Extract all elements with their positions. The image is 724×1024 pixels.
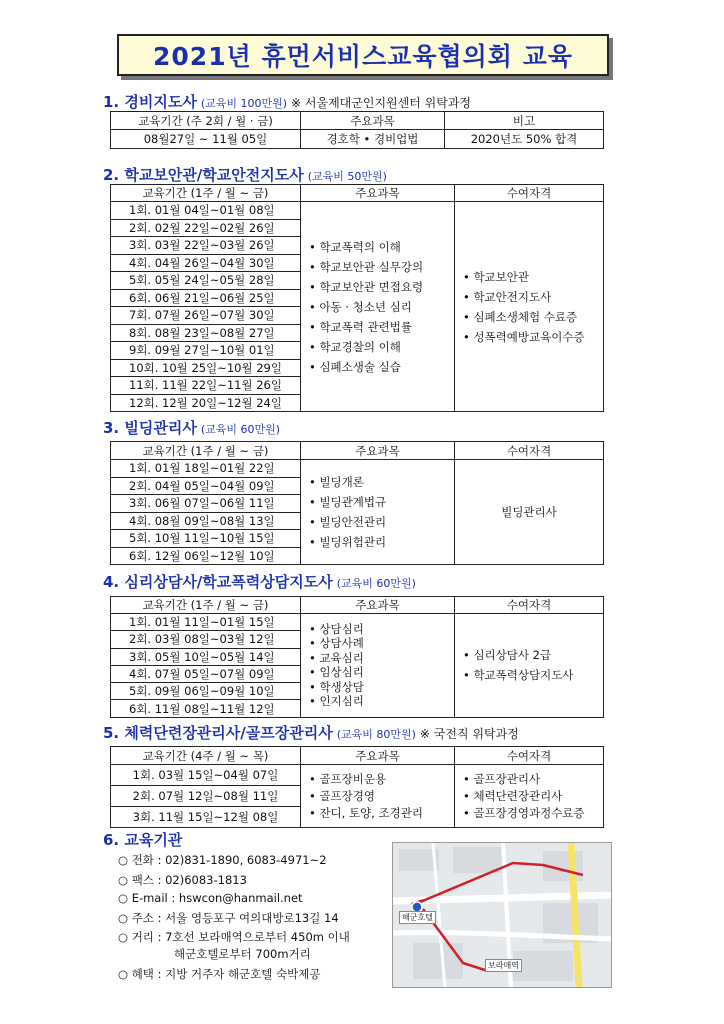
subjects-list: [301, 765, 455, 828]
session-row: 11회. 11월 22일~11월 26일: [111, 377, 301, 395]
session-row: 6회. 12월 06일~12월 10일: [111, 547, 301, 565]
session-row: 3회. 11월 15일~12월 08일: [111, 807, 301, 828]
session-row: 4회. 04월 26일~04월 30일: [111, 254, 301, 272]
distance-info: ○ 거리 : 7호선 보라매역으로부터 450m 이내: [118, 930, 350, 944]
session-row: 3회. 05월 10일~05월 14일: [111, 648, 301, 665]
session-row: 3회. 06월 07일~06월 11일: [111, 495, 301, 513]
session-row: 1회. 01월 11일~01월 15일: [111, 614, 301, 631]
session-row: 1회. 01월 18일~01월 22일: [111, 460, 301, 478]
subjects-list: [301, 202, 455, 412]
subject-item: • 빌딩개론: [309, 475, 364, 489]
fax-info: ○ 팩스 : 02)6083-1813: [118, 873, 247, 887]
header-certs: 수여자격: [455, 597, 604, 614]
header-subjects: 주요과목: [301, 747, 455, 765]
section-3-title: 3. 빌딩관리사: [103, 419, 197, 437]
subjects-list: [301, 614, 455, 718]
page-title: 2021년 휴먼서비스교육협의회 교육: [153, 42, 573, 71]
section-4-heading: [103, 571, 416, 592]
session-row: 5회. 09월 06일~09월 10일: [111, 683, 301, 700]
header-subjects: 주요과목: [301, 442, 455, 460]
benefit-info: ○ 혜택 : 지방 거주자 해군호텔 숙박제공: [118, 967, 321, 981]
map-label-hotel: 해군호텔: [399, 911, 436, 924]
subject-item: • 학교보안관 면접요령: [309, 279, 424, 294]
header-subjects: 주요과목: [301, 112, 445, 130]
session-row: 6회. 06월 21일~06월 25일: [111, 289, 301, 307]
section-2-fee: (교육비 50만원): [307, 170, 387, 183]
cert-item: • 심폐소생체험 수료증: [463, 309, 578, 324]
section-5-heading: [103, 722, 519, 743]
phone-info: ○ 전화 : 02)831-1890, 6083-4971~2: [118, 853, 327, 867]
certs-list: [455, 765, 604, 828]
section-5-title: 5. 체력단련장관리사/골프장관리사: [103, 724, 333, 742]
section-4-fee: (교육비 60만원): [336, 577, 416, 590]
page-title-box: [117, 34, 609, 76]
email-info: ○ E-mail : hswcon@hanmail.net: [118, 891, 303, 905]
session-row: 5회. 10월 11일~10월 15일: [111, 530, 301, 548]
section-4-title: 4. 심리상담사/학교폭력상담지도사: [103, 573, 333, 591]
subject-item: • 임상심리: [309, 665, 364, 680]
map-label-station: 보라매역: [485, 959, 522, 972]
subject-item: • 학생상담: [309, 679, 364, 694]
subject-item: • 학교폭력 관련법률: [309, 319, 412, 334]
session-row: 7회. 07월 26일~07월 30일: [111, 307, 301, 325]
subject-item: • 아동 · 청소년 심리: [309, 299, 412, 314]
section-1-heading: [103, 91, 471, 112]
cert-item: • 심리상담사 2급: [463, 648, 552, 663]
session-row: 6회. 11월 08일~11월 12일: [111, 700, 301, 717]
period-cell: 08월27일 ~ 11월 05일: [111, 130, 301, 149]
cert-item: • 성폭력예방교육이수증: [463, 329, 585, 344]
section-5-note: ※ 국전직 위탁과정: [419, 727, 519, 741]
session-row: 10회. 10월 25일~10월 29일: [111, 359, 301, 377]
section-1-table: [110, 111, 604, 149]
session-row: 4회. 07월 05일~07월 09일: [111, 665, 301, 682]
address-info: ○ 주소 : 서울 영등포구 여의대방로13길 14: [118, 911, 339, 925]
subjects-list: [301, 460, 455, 565]
section-6-heading: [103, 829, 182, 850]
subject-item: • 상담심리: [309, 621, 364, 636]
header-period: 교육기간 (1주 / 월 ~ 금): [111, 442, 301, 460]
certs-list: [455, 202, 604, 412]
cert-item: • 골프장관리사: [463, 771, 541, 786]
subject-item: • 빌딩관계법규: [309, 495, 387, 509]
section-2-heading: [103, 164, 387, 185]
cert-item: • 학교보안관: [463, 269, 529, 284]
header-remarks: 비고: [445, 112, 604, 130]
subject-item: • 골프장경영: [309, 788, 375, 803]
subject-item: • 빌딩안전관리: [309, 515, 387, 529]
session-row: 3회. 03월 22일~03월 26일: [111, 237, 301, 255]
section-4-table: [110, 596, 604, 718]
header-certs: 수여자격: [455, 442, 604, 460]
session-row: 1회. 03월 15일~04월 07일: [111, 765, 301, 786]
section-1-title: 1. 경비지도사: [103, 93, 197, 111]
section-5-table: [110, 746, 604, 828]
session-row: 5회. 05월 24일~05월 28일: [111, 272, 301, 290]
section-3-fee: (교육비 60만원): [200, 423, 281, 436]
subject-item: • 교육심리: [309, 650, 364, 665]
session-row: 2회. 02월 22일~02월 26일: [111, 219, 301, 237]
subject-item: • 학교폭력의 이해: [309, 239, 401, 254]
subject-item: • 학교경찰의 이해: [309, 339, 401, 354]
cert-item: • 학교폭력상담지도사: [463, 668, 574, 683]
subject-item: • 빌딩위험관리: [309, 535, 387, 549]
section-1-fee: (교육비 100만원): [200, 97, 288, 110]
subject-item: • 잔디, 토양, 조경관리: [309, 805, 423, 820]
header-subjects: 주요과목: [301, 185, 455, 202]
location-map[interactable]: [392, 842, 612, 988]
certs-cell: 빌딩관리사: [455, 460, 604, 565]
subject-item: • 심폐소생술 실습: [309, 359, 401, 374]
header-subjects: 주요과목: [301, 597, 455, 614]
session-row: 4회. 08월 09일~08월 13일: [111, 512, 301, 530]
subject-item: • 학교보안관 실무강의: [309, 259, 424, 274]
cert-item: • 골프장경영과정수료증: [463, 805, 585, 820]
subject-item: • 인지심리: [309, 694, 364, 709]
header-certs: 수여자격: [455, 185, 604, 202]
distance-info-2: 해군호텔로부터 700m거리: [174, 947, 311, 961]
subject-item: • 상담사례: [309, 636, 364, 651]
session-row: 12회. 12월 20일~12월 24일: [111, 394, 301, 412]
section-6-title: 6. 교육기관: [103, 831, 183, 849]
subjects-cell: 경호학 • 경비업법: [301, 130, 445, 149]
cert-item: • 학교안전지도사: [463, 289, 552, 304]
header-period: 교육기간 (1주 / 월 ~ 금): [111, 185, 301, 202]
section-2-title: 2. 학교보안관/학교안전지도사: [103, 166, 304, 184]
session-row: 2회. 03월 08일~03월 12일: [111, 631, 301, 648]
subject-item: • 골프장비운용: [309, 771, 387, 786]
header-period: 교육기간 (주 2회 / 월 · 금): [111, 112, 301, 130]
section-5-fee: (교육비 80만원): [336, 728, 416, 741]
header-period: 교육기간 (4주 / 월 ~ 목): [111, 747, 301, 765]
certs-list: [455, 614, 604, 718]
session-row: 8회. 08월 23일~08월 27일: [111, 324, 301, 342]
section-1-note: ※ 서울제대군인지원센터 위탁과정: [291, 96, 472, 110]
session-row: 2회. 04월 05일~04월 09일: [111, 477, 301, 495]
header-certs: 수여자격: [455, 747, 604, 765]
section-2-table: [110, 184, 604, 412]
remarks-cell: 2020년도 50% 합격: [445, 130, 604, 149]
cert-item: • 체력단련장관리사: [463, 788, 563, 803]
session-row: 1회. 01월 04일~01월 08일: [111, 202, 301, 220]
header-period: 교육기간 (1주 / 월 ~ 금): [111, 597, 301, 614]
section-3-table: [110, 441, 604, 565]
session-row: 2회. 07월 12일~08월 11일: [111, 786, 301, 807]
section-3-heading: [103, 417, 280, 438]
session-row: 9회. 09월 27일~10월 01일: [111, 342, 301, 360]
